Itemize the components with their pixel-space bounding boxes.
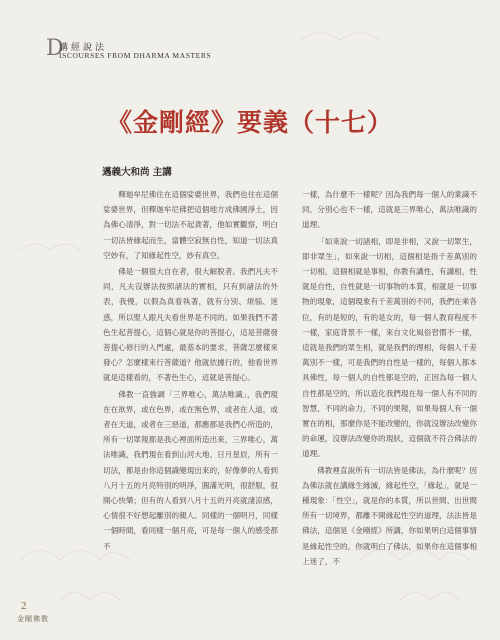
header-chinese-title: 講經說法	[59, 43, 108, 53]
paragraph: 「如來說一切諸相，即是非相，又說一切眾生，即非眾生」，如來說一切相，這個相是指千差萬別的一切相，這個相就是事相，你教有講性，有講相，性就是自性，自性就是一切事物的本質，相就是一切事物的現象，這個現象有千差萬別的不同，我們在乘各位，有的是短的，有的是女的，每一個人教育程度不一樣，家庭背景不一樣，來自文化風俗習慣不一樣，這就是我們的眾生相，就是我們的理相，每個人千差萬別不一樣，可是我們的自性是一樣的，每個人都本具佛性，每一個人的自性都是空的，正因為每一個人自性都是空的，所以造化我們現在每一個人有不同的智慧，不同的命力，不同的果報，如果每個人有一個實在的相，那麼你是不能改變的，你就沒辦法改變你的命運，沒辦法改變你的現狀，這個就不符合佛法的道理。	[302, 236, 477, 459]
left-text-column	[103, 187, 278, 555]
header-initial-letter: D	[46, 36, 64, 61]
article-author: 邁義大和尚 主講	[102, 167, 172, 178]
article-title: 《金剛經》要義（十七）	[106, 108, 393, 137]
publication-name: 金剛佛教	[17, 615, 49, 623]
paragraph: 一樣，為什麼不一樣呢？因為我們每一個人的業識不同，分別心也不一樣，這就是三界唯心，萬法唯識的道理。	[302, 190, 477, 230]
page-number: 2	[21, 600, 27, 612]
paragraph: 佛是一個很大自在者，很大解脫者。我們凡夫不同，凡夫沒辦法按照諸法的實相，只有到諸法的外表，我慢，以假為真看執著，就有分別、煩惱、迷惑，所以聖人跟凡夫看世界是不同的。如果我們不著色生起菩提心，這個心就是你的菩提心，這是菩薩發菩提心修行的入門處，最基本的要求，菩薩怎麼樣來發心？怎麼樣來行菩薩道？他就依據行的，他看世界就是這樣看的，不著色生心，這就是菩提心。	[103, 267, 278, 383]
paragraph: 佛教一直強調「三界唯心，萬法唯識」，我們現在在欲界，或在色界，或在無色界，或者在人道，或者在天道，或者在三惡道，都應都是我們心所造的，所有一切眾報都是我心裡面所造出來，三界唯心，萬法唯識，我們現在看到山河大地、日月星辰，所有一切法，都是由你這個識變現出來的，好像夢的人看到八月十五的月亮特別的明淨，圓滿光明，很舒服，很開心快樂；但有的人看到八月十五的月亮就淒涼感，心情很不好想起離別的親人。同樣的一個明月，同樣一個時間，看同樣一個月亮，可是每一個人的感受都不	[103, 389, 278, 551]
header-english-title: ISCOURSES FROM DHARMA MASTERS	[59, 51, 212, 60]
paragraph: 佛教裡直說所有一切法皆是佛法，為什麼呢？因為佛法就在講緣生緣滅，緣起性空，「緣起」，就是一種現象：「性空」，就是你的本質，所以世間、出世間所有一切境界，都離不開緣起性空的道理，法法皆是佛法，這個是《金剛經》所講，你如果明白這個事情是緣起性空的，你就明白了佛法，如果你在這個事相上迷了，不	[302, 465, 477, 566]
paragraph: 釋迦牟尼佛住在這個娑婆世界，我們也住在這個娑婆世界，但釋迦牟尼佛把這個地方成佛國淨土，因為佛心清淨，對一切法不起貪著，他如實觀察，明白一切法皆緣起而生，當體空寂無自性，知道一切法真空妙有，了知緣起性空，妙有真空。	[103, 190, 278, 260]
right-text-column	[302, 187, 477, 570]
